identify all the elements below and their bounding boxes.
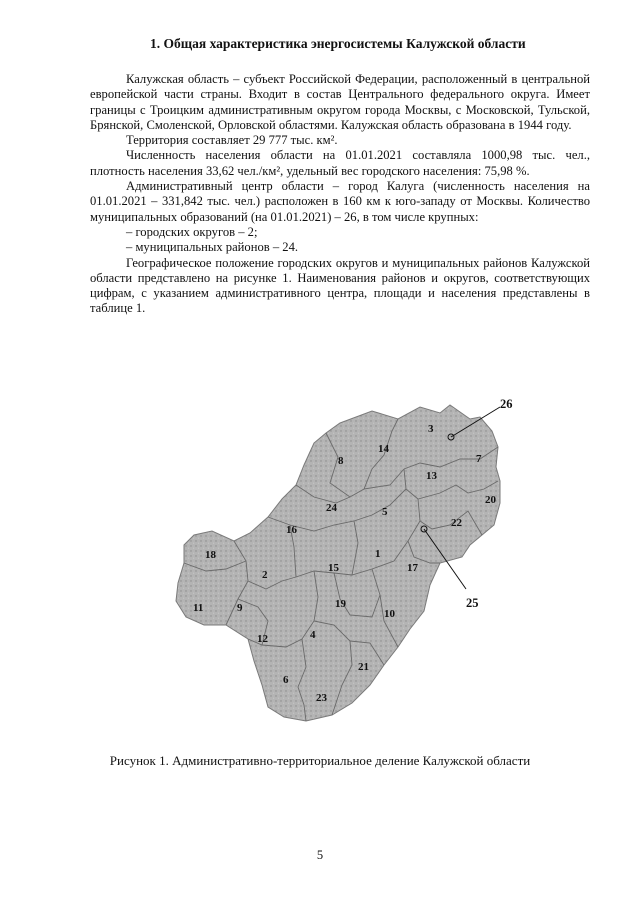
list-item-city-districts: – городских округов – 2;: [126, 224, 258, 239]
figure-caption: Рисунок 1. Административно-территориальное деление Калужской области: [109, 753, 531, 768]
district-label-20: 20: [485, 494, 496, 506]
page-number: 5: [316, 848, 324, 862]
district-label-13: 13: [426, 470, 437, 482]
district-label-12: 12: [257, 633, 268, 645]
district-label-15: 15: [328, 562, 339, 574]
district-label-26: 26: [500, 397, 513, 411]
district-label-19: 19: [335, 598, 346, 610]
district-label-24: 24: [326, 502, 337, 514]
district-label-23: 23: [316, 692, 327, 704]
district-label-6: 6: [283, 674, 289, 686]
district-label-9: 9: [237, 602, 243, 614]
district-label-17: 17: [407, 562, 418, 574]
district-label-8: 8: [338, 455, 344, 467]
paragraph-intro: Калужская область – субъект Российской Федерации, расположенный в центральной европейской части страны. Входит в состав Центрального федерального округа. Имеет границы с Троицким административным округом города Москвы, с Московской, Тульской, Брянской, Смоленской, Орловской областями. Калужская область образована в 1944 году.: [90, 72, 590, 132]
district-label-10: 10: [384, 608, 395, 620]
section-heading: 1. Общая характеристика энергосистемы Калужской области: [150, 36, 526, 51]
body-text: [90, 72, 590, 317]
district-label-22: 22: [451, 517, 462, 529]
district-label-7: 7: [476, 453, 482, 465]
kaluga-region-map: [0, 385, 640, 745]
district-label-25: 25: [466, 596, 479, 610]
district-label-3: 3: [428, 423, 434, 435]
paragraph-population: Численность населения области на 01.01.2021 составляла 1000,98 тыс. чел., плотность населения 33,62 чел./км², удельный вес городского населения: 75,98 %.: [90, 148, 590, 178]
district-label-21: 21: [358, 661, 369, 673]
paragraph-territory: Территория составляет 29 777 тыс. км².: [126, 133, 338, 148]
paragraph-admin-center: Административный центр области – город Калуга (численность населения на 01.01.2021 – 331,842 тыс. чел.) расположен в 160 км к юго-западу от Москвы. Количество муниципальных образований (на 01.01.2021) – 26, в том числе крупных:: [90, 179, 590, 224]
district-label-1: 1: [375, 548, 381, 560]
list-item-municipal-districts: – муниципальных районов – 24.: [126, 240, 299, 255]
district-label-2: 2: [262, 569, 268, 581]
paragraph-geography: Географическое положение городских округов и муниципальных районов Калужской области представлено на рисунке 1. Наименования районов и округов, соответствующих цифрам, с указанием административного центра, площади и населения представлены в таблице 1.: [90, 255, 590, 316]
district-label-5: 5: [382, 506, 388, 518]
district-label-16: 16: [286, 524, 297, 536]
district-label-11: 11: [193, 602, 204, 614]
district-label-18: 18: [205, 549, 216, 561]
district-label-14: 14: [378, 443, 389, 455]
district-label-4: 4: [310, 629, 316, 641]
